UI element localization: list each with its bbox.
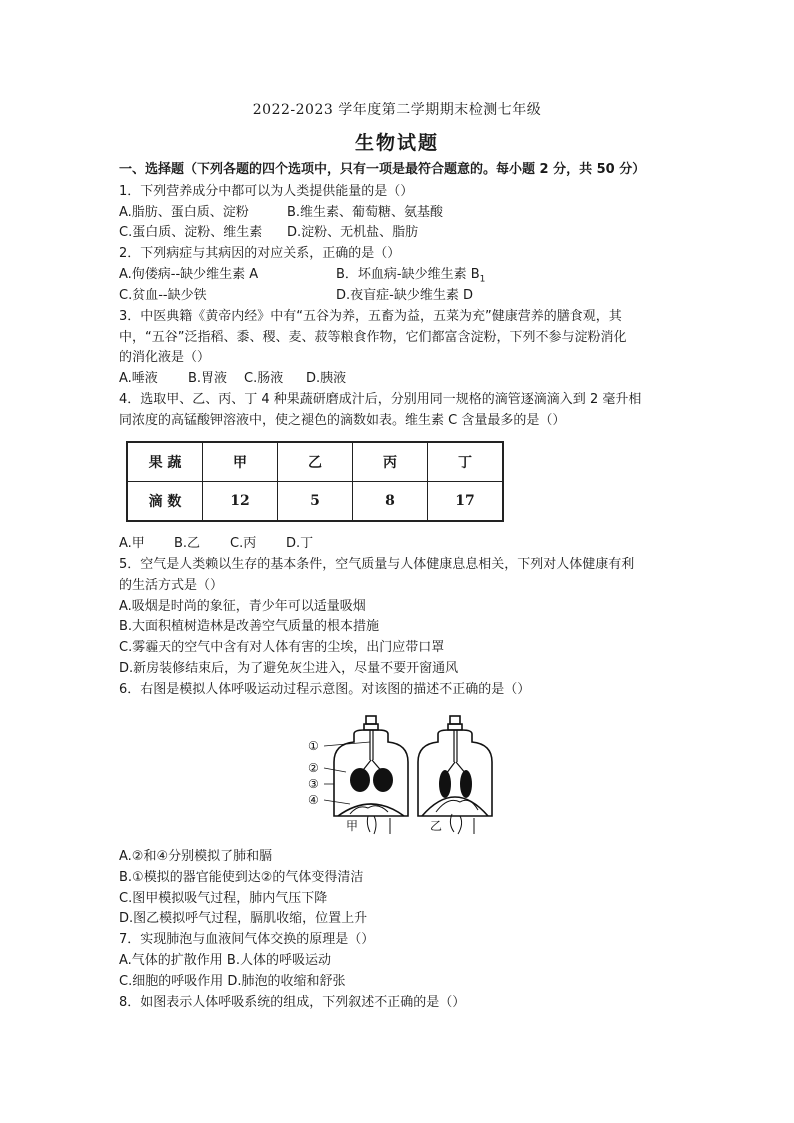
table-row <box>127 442 503 482</box>
q2-stem: 2．下列病症与其病因的对应关系，正确的是（） <box>119 246 401 261</box>
table-cell: 丁 <box>428 442 504 482</box>
lung-shape <box>350 768 370 792</box>
q5-option-d: D.新房装修结束后，为了避免灰尘进入，尽量不要开窗通风 <box>119 661 459 676</box>
q6-option-d: D.图乙模拟呼气过程，膈肌收缩，位置上升 <box>119 911 368 926</box>
q4-option-c: C.丙 <box>230 536 257 551</box>
section-heading: 一、选择题（下列各题的四个选项中，只有一项是最符合题意的。每小题 2 分，共 50 分） <box>119 162 646 177</box>
q6-stem: 6．右图是模拟人体呼吸运动过程示意图。对该图的描述不正确的是（） <box>119 682 531 697</box>
table-cell: 乙 <box>278 442 353 482</box>
q5-option-b: B.大面积植树造林是改善空气质量的根本措施 <box>119 619 380 634</box>
q8-stem: 8．如图表示人体呼吸系统的组成，下列叙述不正确的是（） <box>119 995 466 1010</box>
q2-option-b-text: B．坏血病-缺少维生素 B <box>336 267 480 282</box>
diagram-label-4: ④ <box>308 793 319 807</box>
q4-line-2: 同浓度的高锰酸钾溶液中，使之褪色的滴数如表。维生素 C 含量最多的是（） <box>119 413 566 428</box>
q3-option-d: D.胰液 <box>306 371 347 386</box>
q1-option-d: D.淀粉、无机盐、脂肪 <box>287 225 419 240</box>
exam-subject-title: 生物试题 <box>354 132 439 154</box>
breathing-model-diagram <box>308 712 498 837</box>
q6-option-b: B.①模拟的器官能使到达②的气体变得清洁 <box>119 870 364 885</box>
diagram-left-name: 甲 <box>346 819 359 833</box>
diagram-label-3: ③ <box>308 777 319 791</box>
q2-option-b-subscript: 1 <box>479 274 486 285</box>
table-row-header: 滴 数 <box>127 482 203 522</box>
q3-line-2: 中，“五谷”泛指稻、黍、稷、麦、菽等粮食作物，它们都富含淀粉，下列不参与淀粉消化 <box>119 330 627 345</box>
q5-line-1: 5．空气是人类赖以生存的基本条件，空气质量与人体健康息息相关，下列对人体健康有利 <box>119 557 635 572</box>
q7-stem: 7．实现肺泡与血液间气体交换的原理是（） <box>119 932 375 947</box>
q6-option-a: A.②和④分别模拟了肺和膈 <box>119 849 273 864</box>
table-row <box>127 482 503 522</box>
q1-option-a: A.脂肪、蛋白质、淀粉 <box>119 205 249 220</box>
q7-options-cd: C.细胞的呼吸作用 D.肺泡的收缩和舒张 <box>119 974 346 989</box>
lung-shape <box>373 768 393 792</box>
table-cell: 5 <box>278 482 353 522</box>
q5-option-a: A.吸烟是时尚的象征，青少年可以适量吸烟 <box>119 599 366 614</box>
table-cell: 丙 <box>353 442 428 482</box>
q6-option-c: C.图甲模拟吸气过程，肺内气压下降 <box>119 891 328 906</box>
q2-option-d: D.夜盲症-缺少维生素 D <box>336 288 473 303</box>
q7-options-ab: A.气体的扩散作用 B.人体的呼吸运动 <box>119 953 331 968</box>
lung-shape <box>460 770 472 798</box>
q3-line-3: 的消化液是（） <box>119 350 211 365</box>
exam-year-line: 2022-2023 学年度第二学期期末检测七年级 <box>252 102 542 118</box>
q1-option-b: B.维生素、葡萄糖、氨基酸 <box>287 205 444 220</box>
q3-option-c: C.肠液 <box>244 371 284 386</box>
q2-option-a: A.佝偻病--缺少维生素 A <box>119 267 259 282</box>
q1-stem: 1．下列营养成分中都可以为人类提供能量的是（） <box>119 184 414 199</box>
table-cell: 17 <box>428 482 504 522</box>
q4-line-1: 4．选取甲、乙、丙、丁 4 种果蔬研磨成汁后，分别用同一规格的滴管逐滴滴入到 2 毫升相 <box>119 392 642 407</box>
q4-option-d: D.丁 <box>286 536 314 551</box>
fruit-drop-table <box>126 441 504 522</box>
q3-option-b: B.胃液 <box>188 371 228 386</box>
q3-line-1: 3．中医典籍《黄帝内经》中有“五谷为养，五畜为益，五菜为充”健康营养的膳食观，其 <box>119 309 622 324</box>
q4-option-a: A.甲 <box>119 536 145 551</box>
q5-option-c: C.雾霾天的空气中含有对人体有害的尘埃，出门应带口罩 <box>119 640 445 655</box>
table-cell: 甲 <box>203 442 278 482</box>
q4-option-b: B.乙 <box>174 536 201 551</box>
q1-option-c: C.蛋白质、淀粉、维生素 <box>119 225 263 240</box>
q2-option-b <box>336 266 485 289</box>
diagram-right-name: 乙 <box>430 819 443 833</box>
diagram-label-1: ① <box>308 739 319 753</box>
table-row-header: 果 蔬 <box>127 442 203 482</box>
q2-option-c: C.贫血--缺少铁 <box>119 288 207 303</box>
table-cell: 8 <box>353 482 428 522</box>
q3-option-a: A.唾液 <box>119 371 158 386</box>
q5-line-2: 的生活方式是（） <box>119 578 224 593</box>
lung-shape <box>439 770 451 798</box>
diagram-label-2: ② <box>308 761 319 775</box>
table-cell: 12 <box>203 482 278 522</box>
